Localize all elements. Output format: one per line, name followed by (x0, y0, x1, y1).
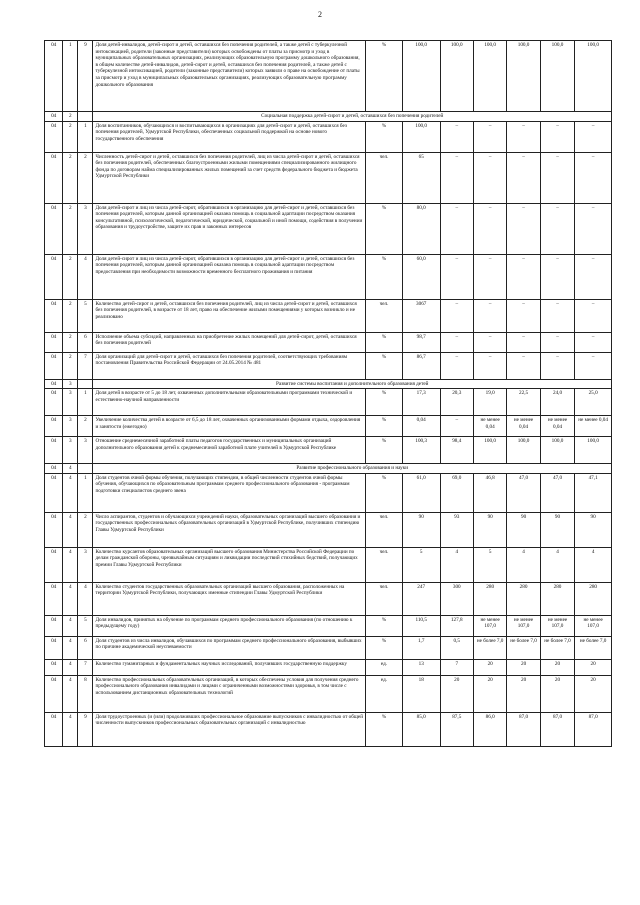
value-cell: – (540, 203, 574, 254)
value-cell: 3067 (402, 299, 440, 332)
value-cell: – (540, 254, 574, 299)
value-cell: 20 (540, 659, 574, 675)
code-gp: 04 (45, 41, 63, 112)
value-cell: – (440, 352, 473, 379)
indicator-row (45, 473, 612, 512)
value-cell: – (575, 352, 612, 379)
code-pp: 2 (63, 152, 78, 203)
code-n: 3 (78, 437, 93, 464)
code-n: 6 (78, 636, 93, 659)
value-cell: – (440, 152, 473, 203)
value-cell: 46,8 (473, 473, 506, 512)
value-cell: 100,0 (540, 437, 574, 464)
value-cell: 100,0 (402, 41, 440, 112)
code-n: 4 (78, 254, 93, 299)
indicator-row (45, 254, 612, 299)
value-cell: – (473, 332, 506, 352)
value-cell: – (473, 254, 506, 299)
value-cell: 280 (473, 582, 506, 615)
value-cell: – (440, 121, 473, 152)
code-pp: 2 (63, 254, 78, 299)
value-cell: 4 (507, 547, 540, 582)
value-cell: 98,7 (402, 332, 440, 352)
value-cell: не менее 0,04 (540, 416, 574, 437)
value-cell: 90 (540, 512, 574, 547)
value-cell: 20 (575, 659, 612, 675)
value-cell: – (473, 152, 506, 203)
code-gp: 04 (45, 437, 63, 464)
value-cell: 100,0 (473, 437, 506, 464)
value-cell: 0,5 (440, 636, 473, 659)
code-pp: 4 (63, 675, 78, 712)
unit-cell: % (366, 416, 403, 437)
code-gp: 04 (45, 473, 63, 512)
unit-cell: чел. (366, 512, 403, 547)
value-cell: – (540, 121, 574, 152)
code-n: 7 (78, 352, 93, 379)
indicator-row (45, 352, 612, 379)
code-n: 1 (78, 389, 93, 416)
value-cell: – (473, 121, 506, 152)
indicator-row (45, 299, 612, 332)
value-cell: – (440, 416, 473, 437)
code-pp: 4 (63, 473, 78, 512)
unit-cell: % (366, 254, 403, 299)
value-cell: не менее 107,0 (473, 615, 506, 636)
value-cell: 17,3 (402, 389, 440, 416)
indicator-description: Доля студентов из числа инвалидов, обучавшихся по программам среднего профессионального образования, выбывших по причине академической неуспеваемости (93, 636, 366, 659)
value-cell: 100,3 (402, 437, 440, 464)
value-cell: 4 (440, 547, 473, 582)
value-cell: 20 (473, 675, 506, 712)
value-cell: не более 7,0 (507, 636, 540, 659)
value-cell: 69,0 (440, 473, 473, 512)
value-cell: 5 (402, 547, 440, 582)
indicator-description: Численность детей-сирот и детей, оставшихся без попечения родителей, лиц из числа детей-сирот и детей, оставшихся без попечения родителей, обеспеченных благоустроенными жилыми помещениями специализированного жилищного фонда по договорам найма специализированных жилых помещений за счет средств федерального бюджета и бюджета Удмуртской Республики (93, 152, 366, 203)
value-cell: – (440, 299, 473, 332)
value-cell: – (575, 121, 612, 152)
indicator-description: Доля детей-сирот и лиц из числа детей-сирот, обратившихся в организацию для детей-сирот и детей, оставшихся без попечения родителей, которым данной организацией оказана помощь в социальной адаптации посредством предоставления при необходимости возможности временного бесплатного проживания и питания (93, 254, 366, 299)
code-pp: 2 (63, 299, 78, 332)
value-cell: – (540, 352, 574, 379)
code-n: 4 (78, 582, 93, 615)
value-cell: не менее 107,0 (575, 615, 612, 636)
value-cell: – (575, 254, 612, 299)
code-gp: 04 (45, 636, 63, 659)
section-title: Развитие системы воспитания и дополнительного образования детей (93, 379, 612, 389)
code-n: 3 (78, 547, 93, 582)
indicator-description: Количество детей-сирот и детей, оставшихся без попечения родителей, лиц из числа детей-сирот и детей, оставшихся без попечения родителей, в возрасте от 18 лет, право на обеспечение жилыми помещениями у которых возникло и не реализовано (93, 299, 366, 332)
code-pp: 4 (63, 636, 78, 659)
unit-cell: ед. (366, 675, 403, 712)
value-cell: – (507, 203, 540, 254)
value-cell: 93 (440, 512, 473, 547)
unit-cell: % (366, 437, 403, 464)
value-cell: 280 (540, 582, 574, 615)
value-cell: 18 (402, 675, 440, 712)
value-cell: не более 7,0 (540, 636, 574, 659)
unit-cell: % (366, 332, 403, 352)
value-cell: 47,0 (507, 473, 540, 512)
value-cell: 61,0 (402, 473, 440, 512)
indicator-description: Количество студентов государственных образовательных организаций высшего образования, расположенных на территории Удмуртской Республики, получающих именные стипендии Главы Удмуртской Республики (93, 582, 366, 615)
indicators-table (44, 40, 612, 747)
value-cell: – (575, 152, 612, 203)
code-n: 2 (78, 416, 93, 437)
value-cell: 100,0 (540, 41, 574, 112)
code-n: 5 (78, 615, 93, 636)
code-gp: 04 (45, 712, 63, 746)
code-n: 9 (78, 712, 93, 746)
value-cell: 5 (473, 547, 506, 582)
code-pp: 2 (63, 112, 78, 122)
value-cell: – (540, 332, 574, 352)
code-gp: 04 (45, 379, 63, 389)
value-cell: – (507, 121, 540, 152)
code-n: 2 (78, 512, 93, 547)
indicator-row (45, 547, 612, 582)
indicator-description: Число аспирантов, студентов и обучающихся учреждений науки, образовательных организаций высшего образования и государственных профессиональных образовательных организаций в Удмуртской Республике, получивших стипендию Главы Удмуртской Республики (93, 512, 366, 547)
code-gp: 04 (45, 464, 63, 474)
code-pp: 2 (63, 332, 78, 352)
value-cell: 90 (575, 512, 612, 547)
indicator-row (45, 675, 612, 712)
code-pp: 1 (63, 41, 78, 112)
value-cell: не более 7,0 (575, 636, 612, 659)
code-pp: 3 (63, 437, 78, 464)
value-cell: 100,0 (402, 121, 440, 152)
code-gp: 04 (45, 615, 63, 636)
indicator-description: Увеличение количества детей в возрасте от 6,5 до 18 лет, охваченных организованными формами отдыха, оздоровления и занятости (ежегодно) (93, 416, 366, 437)
indicator-description: Отношение среднемесячной заработной платы педагогов государственных и муниципальных организаций дополнительного образования детей к среднемесячной заработной плате учителей в Удмуртской Республике (93, 437, 366, 464)
indicator-row (45, 636, 612, 659)
value-cell: 280 (575, 582, 612, 615)
value-cell: 22,5 (507, 389, 540, 416)
value-cell: 280 (507, 582, 540, 615)
value-cell: – (575, 299, 612, 332)
value-cell: 98,4 (440, 437, 473, 464)
code-n: 8 (78, 675, 93, 712)
value-cell: 25,0 (575, 389, 612, 416)
code-n: 2 (78, 152, 93, 203)
code-gp: 04 (45, 352, 63, 379)
code-n (78, 112, 93, 122)
indicator-description: Доля студентов очной формы обучения, получающих стипендии, в общей численности студентов очной формы обучения, обучающихся по образовательным программам среднего профессионального образования - программам подготовки специалистов среднего звена (93, 473, 366, 512)
value-cell: 110,5 (402, 615, 440, 636)
indicator-row (45, 41, 612, 112)
indicator-description: Доля детей-инвалидов, детей-сирот и детей, оставшихся без попечения родителей, а также детей с туберкулезной интоксикацией, родители (законные представители) которых освобождены от платы за присмотр и уход в муниципальных образовательных организациях, реализующих образовательную программу дошкольного образования, в общем количестве детей-инвалидов, детей-сирот и детей, оставшихся без попечения родителей, а также детей с туберкулезной интоксикацией, родители (законные представители) которых заявили о праве на освобождение от платы за присмотр и уход в муниципальных образовательных организациях, реализующих образовательную программу дошкольного образования (93, 41, 366, 112)
value-cell: – (507, 254, 540, 299)
value-cell: 100,0 (507, 437, 540, 464)
indicator-description: Доля трудоустроенных (и (или) продолживших профессиональное образование выпускников с инвалидностью от общей численности выпускников профессиональных образовательных организаций с инвалидностью (93, 712, 366, 746)
value-cell: 19,0 (473, 389, 506, 416)
indicator-row (45, 659, 612, 675)
code-n: 6 (78, 332, 93, 352)
code-n: 9 (78, 41, 93, 112)
indicator-description: Количество курсантов образовательных организаций высшего образования Министерства Российской Федерации по делам гражданской обороны, чрезвычайным ситуациям и ликвидации последствий стихийных бедствий, получающих премии Главы Удмуртской Республики (93, 547, 366, 582)
indicator-description: Доля инвалидов, принятых на обучение по программам среднего профессионального образования (по отношению к предыдущему году) (93, 615, 366, 636)
indicator-description: Доля воспитанников, обучающихся и воспитывающихся в организациях для детей-сирот и детей, оставшихся без попечения родителей, Удмуртской Республики, обеспеченных социальной поддержкой на основе нового государственного обеспечения (93, 121, 366, 152)
value-cell: 87,5 (440, 712, 473, 746)
code-n: 3 (78, 203, 93, 254)
code-pp: 3 (63, 416, 78, 437)
value-cell: не более 7,0 (473, 636, 506, 659)
section-title: Социальная поддержка детей-сирот и детей, оставшихся без попечения родителей (93, 112, 612, 122)
code-pp: 4 (63, 464, 78, 474)
code-pp: 2 (63, 121, 78, 152)
section-header-row (45, 379, 612, 389)
value-cell: не менее 0,04 (507, 416, 540, 437)
code-n (78, 464, 93, 474)
indicator-description: Количество профессиональных образовательных организаций, в которых обеспечены условия для получения среднего профессионального образования инвалидами и лицами с ограниченными возможностями здоровья, в том числе с использованием дистанционных образовательных технологий (93, 675, 366, 712)
code-pp: 4 (63, 615, 78, 636)
value-cell: – (575, 332, 612, 352)
value-cell: 20 (540, 675, 574, 712)
value-cell: не менее 107,0 (507, 615, 540, 636)
value-cell: 65 (402, 152, 440, 203)
value-cell: не менее 107,0 (540, 615, 574, 636)
indicator-row (45, 389, 612, 416)
value-cell: 24,0 (540, 389, 574, 416)
value-cell: 80,0 (402, 203, 440, 254)
value-cell: 20 (473, 659, 506, 675)
value-cell: – (473, 203, 506, 254)
code-gp: 04 (45, 416, 63, 437)
indicator-row (45, 203, 612, 254)
unit-cell: % (366, 615, 403, 636)
code-gp: 04 (45, 659, 63, 675)
value-cell: 127,8 (440, 615, 473, 636)
value-cell: 1,7 (402, 636, 440, 659)
value-cell: – (540, 152, 574, 203)
value-cell: 90 (402, 512, 440, 547)
value-cell: 87,0 (540, 712, 574, 746)
value-cell: 247 (402, 582, 440, 615)
indicator-row (45, 582, 612, 615)
value-cell: 86,7 (402, 352, 440, 379)
code-pp: 4 (63, 582, 78, 615)
value-cell: 300 (440, 582, 473, 615)
code-gp: 04 (45, 112, 63, 122)
value-cell: 20 (507, 675, 540, 712)
unit-cell: чел. (366, 547, 403, 582)
value-cell: – (575, 203, 612, 254)
value-cell: – (507, 299, 540, 332)
unit-cell: чел. (366, 299, 403, 332)
value-cell: 47,1 (575, 473, 612, 512)
code-gp: 04 (45, 152, 63, 203)
value-cell: не менее 0,04 (575, 416, 612, 437)
value-cell: 86,0 (473, 712, 506, 746)
value-cell: 100,0 (575, 437, 612, 464)
unit-cell: % (366, 473, 403, 512)
indicator-description: Доля детей-сирот и лиц из числа детей-сирот, обратившихся в организацию для детей-сирот и детей, оставшихся без попечения родителей, которым данной организацией оказана помощь в социальной адаптации посредством оказания консультативной, психологической, педагогической, юридической, социальной и иной помощи, содействия в получении образования и трудоустройстве, защите их прав и законных интересов (93, 203, 366, 254)
unit-cell: чел. (366, 582, 403, 615)
indicator-row (45, 152, 612, 203)
indicator-row (45, 437, 612, 464)
value-cell: 20 (507, 659, 540, 675)
indicator-row (45, 512, 612, 547)
code-pp: 4 (63, 547, 78, 582)
value-cell: 100,0 (440, 41, 473, 112)
code-pp: 2 (63, 352, 78, 379)
code-pp: 2 (63, 203, 78, 254)
unit-cell: ед. (366, 659, 403, 675)
value-cell: 87,0 (575, 712, 612, 746)
section-header-row (45, 112, 612, 122)
code-gp: 04 (45, 389, 63, 416)
value-cell: 60,0 (402, 254, 440, 299)
indicator-row (45, 712, 612, 746)
code-gp: 04 (45, 582, 63, 615)
indicator-description: Доля организаций для детей-сирот и детей, оставшихся без попечения родителей, соответствующих требованиям постановления Правительства Российской Федерации от 24.05.2014 № 481 (93, 352, 366, 379)
value-cell: – (507, 332, 540, 352)
code-pp: 4 (63, 659, 78, 675)
section-header-row (45, 464, 612, 474)
unit-cell: % (366, 352, 403, 379)
code-gp: 04 (45, 547, 63, 582)
code-gp: 04 (45, 203, 63, 254)
indicator-row (45, 615, 612, 636)
value-cell: 4 (575, 547, 612, 582)
indicator-row (45, 416, 612, 437)
code-gp: 04 (45, 121, 63, 152)
indicator-row (45, 121, 612, 152)
value-cell: 100,0 (507, 41, 540, 112)
page-number: 2 (318, 10, 322, 19)
value-cell: 13 (402, 659, 440, 675)
value-cell: 100,0 (575, 41, 612, 112)
value-cell: 85,0 (402, 712, 440, 746)
value-cell: – (507, 352, 540, 379)
value-cell: 20,3 (440, 389, 473, 416)
code-pp: 4 (63, 712, 78, 746)
value-cell: 90 (473, 512, 506, 547)
unit-cell: % (366, 636, 403, 659)
code-pp: 4 (63, 512, 78, 547)
value-cell: 100,0 (473, 41, 506, 112)
value-cell: 47,0 (540, 473, 574, 512)
value-cell: – (440, 332, 473, 352)
code-n: 5 (78, 299, 93, 332)
value-cell: не менее 0,04 (473, 416, 506, 437)
code-gp: 04 (45, 299, 63, 332)
code-gp: 04 (45, 332, 63, 352)
value-cell: – (507, 152, 540, 203)
value-cell: 20 (440, 675, 473, 712)
value-cell: – (440, 203, 473, 254)
code-pp: 3 (63, 379, 78, 389)
value-cell: 87,0 (507, 712, 540, 746)
code-n (78, 379, 93, 389)
unit-cell: чел. (366, 152, 403, 203)
unit-cell: % (366, 712, 403, 746)
code-gp: 04 (45, 512, 63, 547)
indicator-description: Доля детей в возрасте от 5 до 18 лет, охваченных дополнительными образовательными программами технической и естественно-научной направленности (93, 389, 366, 416)
value-cell: 7 (440, 659, 473, 675)
value-cell: – (540, 299, 574, 332)
unit-cell: % (366, 389, 403, 416)
code-n: 1 (78, 473, 93, 512)
indicator-row (45, 332, 612, 352)
indicator-description: Исполнение объема субсидий, направленных на приобретение жилых помещений для детей-сирот, детей, оставшихся без попечения родителей (93, 332, 366, 352)
value-cell: – (440, 254, 473, 299)
code-gp: 04 (45, 675, 63, 712)
value-cell: 90 (507, 512, 540, 547)
section-title: Развитие профессионального образования и науки (93, 464, 612, 474)
value-cell: 4 (540, 547, 574, 582)
code-n: 1 (78, 121, 93, 152)
code-n: 7 (78, 659, 93, 675)
indicator-description: Количество гуманитарных и фундаментальных научных исследований, получивших государственную поддержку (93, 659, 366, 675)
value-cell: – (473, 299, 506, 332)
unit-cell: % (366, 121, 403, 152)
code-gp: 04 (45, 254, 63, 299)
unit-cell: % (366, 41, 403, 112)
value-cell: – (473, 352, 506, 379)
value-cell: 20 (575, 675, 612, 712)
code-pp: 3 (63, 389, 78, 416)
value-cell: 0,04 (402, 416, 440, 437)
unit-cell: % (366, 203, 403, 254)
